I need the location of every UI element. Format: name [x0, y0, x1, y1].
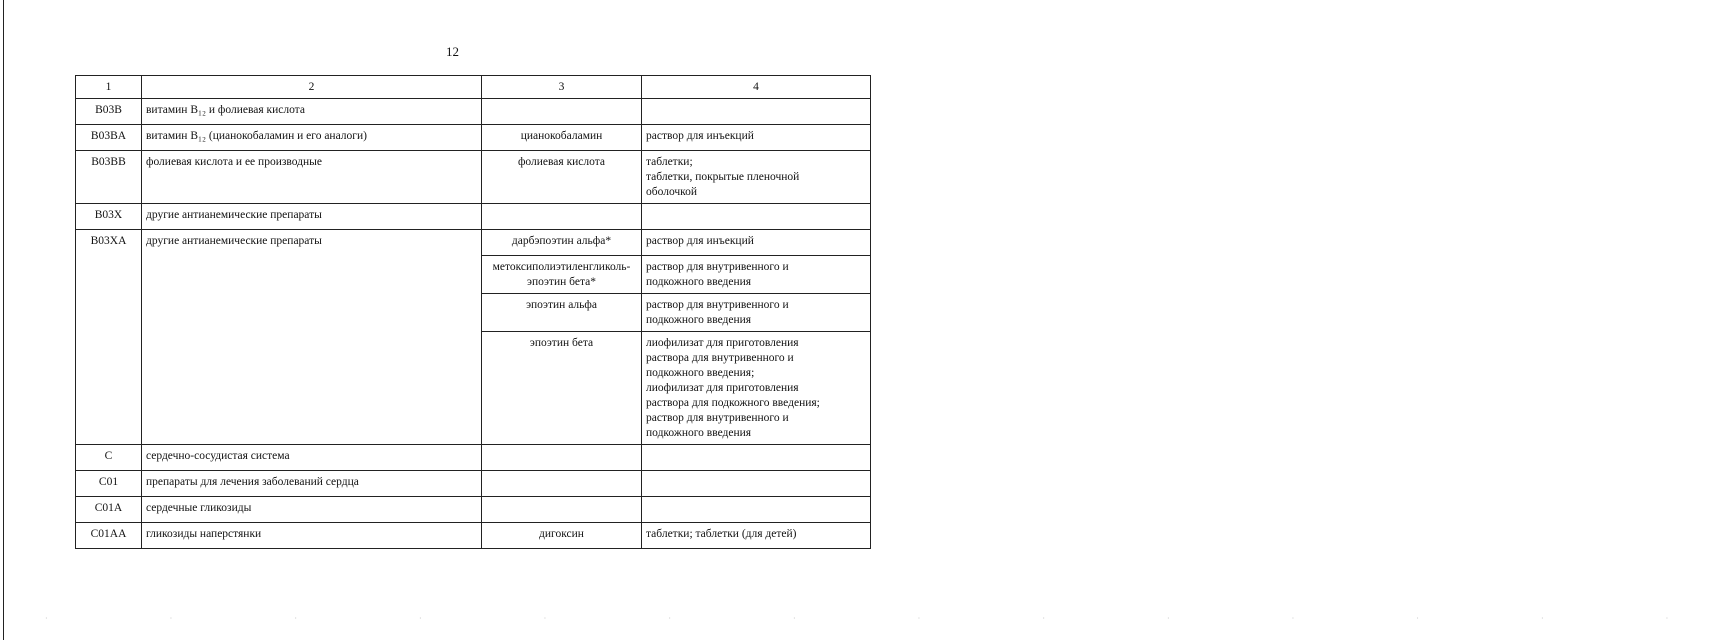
dosage-form-line: подкожного введения	[646, 314, 752, 326]
anatomical-group-cell: витамин B₁₂ и фолиевая кислота	[142, 99, 482, 125]
table-row	[76, 523, 871, 549]
dosage-form-cell	[642, 523, 871, 549]
anatomical-group-cell: фолиевая кислота и ее производные	[142, 151, 482, 204]
dosage-form-line: раствора для внутривенного и	[646, 352, 794, 364]
drug-name-line: эпоэтин бета	[529, 337, 594, 349]
drug-name-cell	[482, 125, 642, 151]
drug-name-cell	[482, 151, 642, 204]
drug-name-cell	[482, 256, 642, 294]
dosage-form-cell	[642, 332, 871, 445]
drug-name-cell	[482, 294, 642, 332]
dosage-form-line: раствор для внутривенного и	[646, 299, 789, 311]
dosage-form-line: подкожного введения;	[646, 367, 755, 379]
drug-name-line: фолиевая кислота	[517, 156, 606, 168]
dosage-form-line: таблетки; таблетки (для детей)	[646, 528, 797, 540]
drug-name-cell	[482, 230, 642, 256]
column-header: 3	[482, 76, 642, 99]
dosage-form-line: раствор для инъекций	[646, 235, 754, 247]
atc-code-cell: B03XA	[76, 230, 142, 445]
drug-name-line: эпоэтин бета*	[527, 276, 596, 288]
table-row	[76, 445, 871, 471]
dosage-form-line: раствор для внутривенного и	[646, 261, 789, 273]
drug-name-line: эпоэтин альфа	[526, 299, 597, 311]
table-row	[76, 125, 871, 151]
drug-name-cell	[482, 497, 642, 523]
scan-noise: · · · · · · · · · · · · · ·	[45, 614, 1728, 623]
column-header: 1	[76, 76, 142, 99]
drug-name-cell	[482, 204, 642, 230]
dosage-form-cell	[642, 151, 871, 204]
dosage-form-cell	[642, 445, 871, 471]
atc-code-cell: C01	[76, 471, 142, 497]
anatomical-group-cell: витамин B₁₂ (цианокобаламин и его аналоги)	[142, 125, 482, 151]
dosage-form-line: таблетки, покрытые пленочной	[646, 171, 800, 183]
anatomical-group-cell: другие антианемические препараты	[142, 204, 482, 230]
column-header: 4	[642, 76, 871, 99]
anatomical-group-cell: препараты для лечения заболеваний сердца	[142, 471, 482, 497]
dosage-form-line: лиофилизат для приготовления	[646, 337, 799, 349]
scan-left-edge	[3, 0, 4, 640]
anatomical-group-cell: сердечные гликозиды	[142, 497, 482, 523]
anatomical-group-cell: сердечно-сосудистая система	[142, 445, 482, 471]
drug-name-line: дарбэпоэтин альфа*	[511, 235, 612, 247]
drug-name-cell	[482, 471, 642, 497]
dosage-form-line: раствор для инъекций	[646, 130, 754, 142]
anatomical-group-cell: гликозиды наперстянки	[142, 523, 482, 549]
dosage-form-line: подкожного введения	[646, 427, 752, 439]
dosage-form-cell	[642, 99, 871, 125]
drug-name-cell	[482, 523, 642, 549]
dosage-form-cell	[642, 294, 871, 332]
drug-classification-table	[75, 75, 871, 549]
table-header-row	[76, 76, 871, 99]
table-row	[76, 497, 871, 523]
drug-name-line: цианокобаламин	[520, 130, 603, 142]
dosage-form-cell	[642, 256, 871, 294]
dosage-form-cell	[642, 204, 871, 230]
dosage-form-line: раствора для подкожного введения;	[646, 397, 820, 409]
page-number: 12	[446, 44, 459, 59]
atc-code-cell: C	[76, 445, 142, 471]
drug-name-cell	[482, 99, 642, 125]
table-row	[76, 471, 871, 497]
atc-code-cell: B03B	[76, 99, 142, 125]
dosage-form-cell	[642, 230, 871, 256]
drug-name-line: метоксиполиэтиленгликоль-	[492, 261, 631, 273]
atc-code-cell: B03BB	[76, 151, 142, 204]
drug-name-line: дигоксин	[539, 528, 584, 540]
dosage-form-line: подкожного введения	[646, 276, 752, 288]
atc-code-cell: C01AA	[76, 523, 142, 549]
column-header: 2	[142, 76, 482, 99]
atc-code-cell: B03X	[76, 204, 142, 230]
atc-code-cell: B03BA	[76, 125, 142, 151]
table-row	[76, 204, 871, 230]
dosage-form-line: оболочкой	[646, 186, 698, 198]
dosage-form-cell	[642, 125, 871, 151]
atc-code-cell: C01A	[76, 497, 142, 523]
dosage-form-line: таблетки;	[646, 156, 693, 168]
table-row	[76, 230, 871, 256]
dosage-form-line: раствор для внутривенного и	[646, 412, 789, 424]
drug-name-cell	[482, 445, 642, 471]
drug-name-cell	[482, 332, 642, 445]
table-row	[76, 99, 871, 125]
dosage-form-line: лиофилизат для приготовления	[646, 382, 799, 394]
dosage-form-cell	[642, 497, 871, 523]
dosage-form-cell	[642, 471, 871, 497]
anatomical-group-cell: другие антианемические препараты	[142, 230, 482, 445]
table-row	[76, 151, 871, 204]
